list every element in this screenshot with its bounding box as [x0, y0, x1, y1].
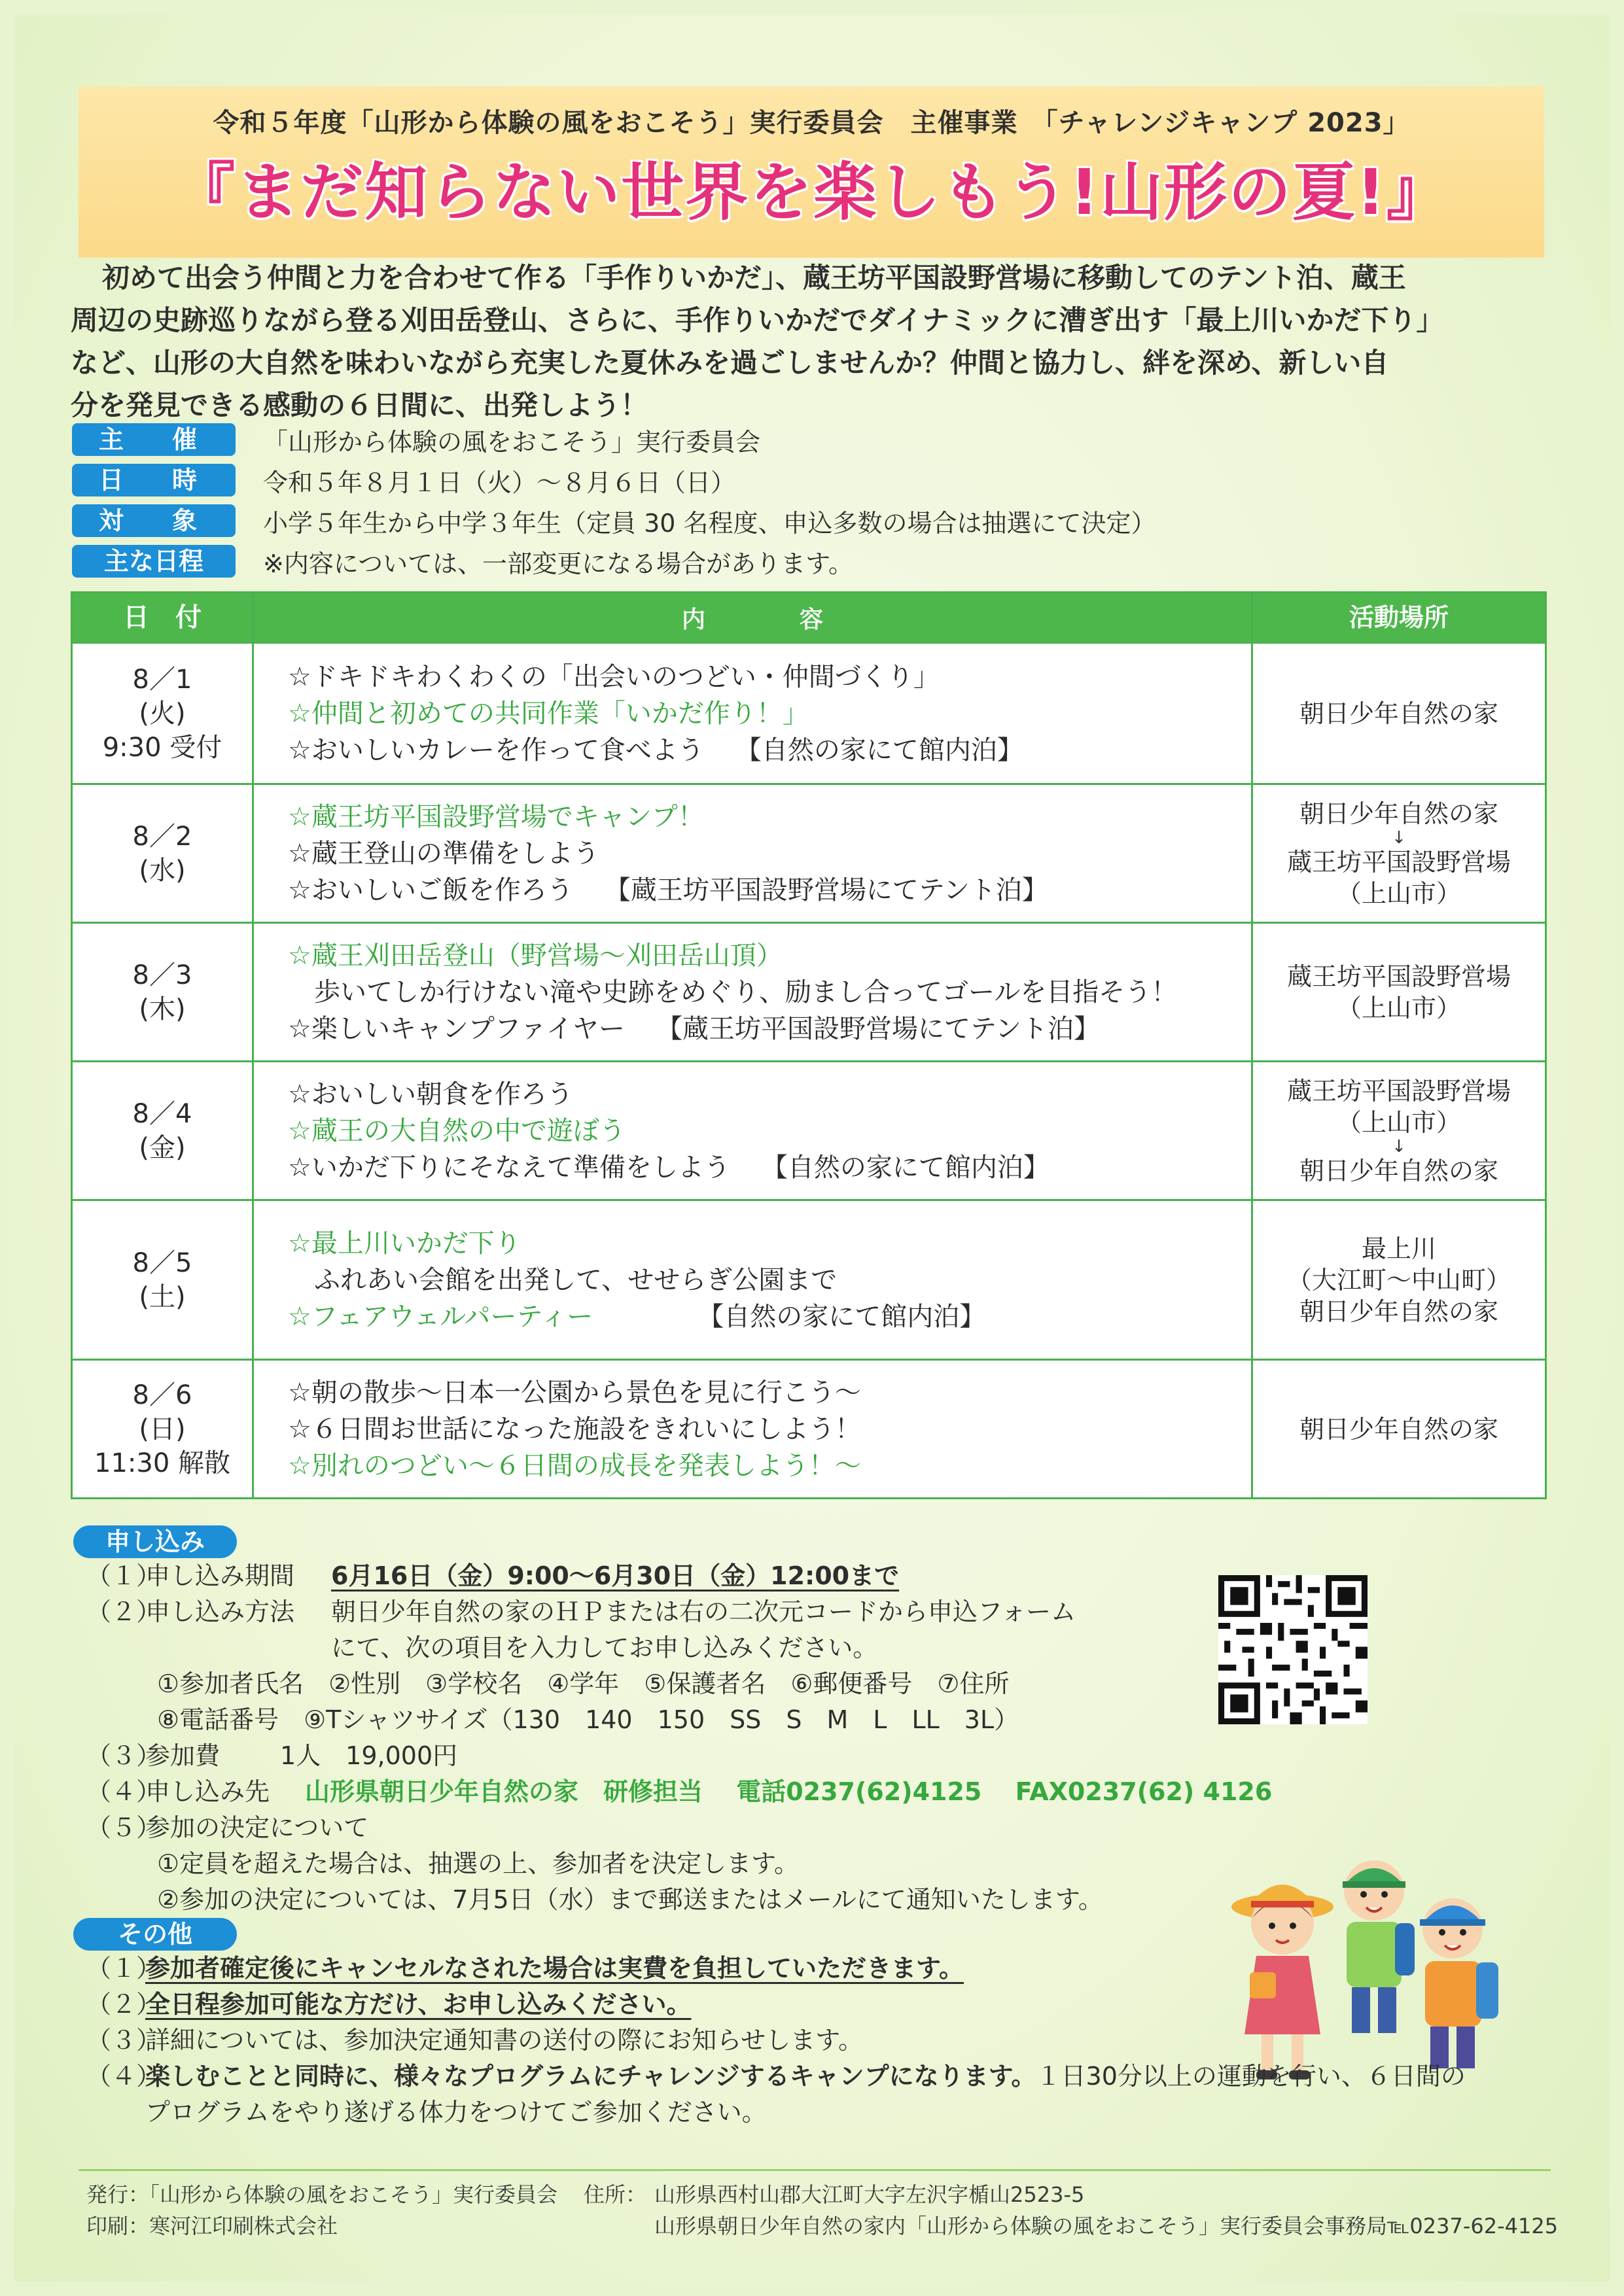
schedule-date: [72, 1360, 253, 1499]
item-text: １日30分以上の運動を行い、６日間の: [1036, 2062, 1466, 2091]
place-name: 朝日少年自然の家: [1299, 1156, 1498, 1185]
date-day: 8／2: [132, 821, 192, 852]
place-name: 朝日少年自然の家: [1299, 1296, 1498, 1326]
schedule-place: [1252, 923, 1546, 1062]
application-label: 申し込み: [73, 1525, 237, 1558]
schedule-place: [1252, 1062, 1546, 1200]
content-text: ☆最上川いかだ下り: [288, 1228, 521, 1259]
content-text: ☆おいしい朝食を作ろう: [288, 1079, 573, 1109]
date-day: 8／1: [132, 664, 192, 695]
item-text: 参加者確定後にキャンセルなされた場合は実費を負担していただきます。: [145, 1954, 964, 1983]
content-line: [288, 1149, 1250, 1186]
arrow-down-icon: ↓: [1392, 827, 1406, 848]
lodging-note: 【蔵王坊平国設野営場にてテント泊】: [604, 875, 1048, 905]
item-number: （１）: [86, 1561, 162, 1590]
content-line: [288, 1374, 1250, 1411]
item-value: ⑧電話番号 ⑨Tシャツサイズ（130 140 150 SS S M L LL 3L）: [157, 1705, 1019, 1734]
content-line: [288, 937, 1250, 974]
date-day: 8／5: [132, 1247, 192, 1278]
schedule-date: [72, 784, 253, 923]
item-text: プログラムをやり遂げる体力をつけてご参加ください。: [145, 2098, 767, 2127]
item-value: にて、次の項目を入力してお申し込みください。: [331, 1633, 878, 1662]
content-text: ☆ドキドキわくわくの「出会いのつどい・仲間づくり」: [288, 661, 940, 692]
intro-line: など、山形の大自然を味わいながら充実した夏休みを過ごしませんか？仲間と協力し、絆を深め、新しい自: [71, 347, 1389, 379]
date-weekday: (木): [139, 994, 186, 1024]
arrow-down-icon: ↓: [1392, 1136, 1406, 1157]
item-value: ①参加者氏名 ②性別 ③学校名 ④学年 ⑤保護者名 ⑥郵便番号 ⑦住所: [157, 1669, 1010, 1698]
info-label: 主な日程: [72, 545, 236, 578]
item-number: （３）: [86, 2026, 162, 2055]
schedule-place: [1252, 1360, 1546, 1499]
info-row-date: [72, 463, 735, 497]
content-line: [288, 1262, 1250, 1298]
intro-text: [71, 256, 1556, 426]
item-value: ①定員を超えた場合は、抽選の上、参加者を決定します。: [157, 1849, 800, 1878]
content-line: [288, 1076, 1250, 1113]
content-line: [288, 732, 1250, 769]
intro-line: 分を発見できる感動の６日間に、出発しよう！: [71, 389, 648, 421]
content-line: [288, 1225, 1250, 1262]
content-text: ☆朝の散歩～日本一公園から景色を見に行こう～: [288, 1377, 861, 1408]
info-label: 主 催: [72, 423, 236, 456]
application-item: [86, 1558, 899, 1594]
schedule-date: [72, 1200, 253, 1360]
content-line: [288, 659, 1250, 695]
schedule-content: [253, 643, 1252, 784]
item-title: 申し込み方法: [145, 1597, 295, 1626]
item-title: 申し込み先: [145, 1777, 270, 1806]
schedule-content: [253, 1062, 1252, 1200]
date-day: 8／4: [132, 1098, 192, 1129]
application-item: [86, 1738, 457, 1774]
info-row-schedule: [72, 544, 853, 578]
item-number: （１）: [86, 1954, 162, 1983]
header-content: 内 容: [253, 593, 1252, 643]
info-label: 対 象: [72, 504, 236, 537]
info-value: 小学５年生から中学３年生（定員 30 名程度、申込多数の場合は抽選にて決定）: [263, 508, 1156, 538]
header-place: 活動場所: [1252, 593, 1546, 643]
other-label: その他: [73, 1918, 237, 1951]
place-name: 朝日少年自然の家: [1299, 799, 1498, 828]
schedule-content: [253, 1200, 1252, 1360]
content-text: ☆別れのつどい～６日間の成長を発表しよう！～: [288, 1450, 861, 1481]
footer-address-label: 住所：: [584, 2182, 647, 2207]
other-cont: [86, 2095, 767, 2131]
schedule-content: [253, 923, 1252, 1062]
place-name: （上山市）: [1336, 993, 1461, 1022]
content-text: ☆楽しいキャンプファイヤー: [288, 1013, 626, 1044]
content-text: 歩いてしか行けない滝や史跡をめぐり、励まし合ってゴールを目指そう！: [288, 977, 1178, 1007]
item-text: 全日程参加可能な方だけ、お申し込みください。: [145, 1990, 692, 2019]
info-value: 「山形から体験の風をおこそう」実行委員会: [263, 427, 761, 457]
date-weekday: (金): [139, 1132, 186, 1163]
item-text: 詳細については、参加決定通知書の送付の際にお知らせします。: [145, 2026, 864, 2055]
info-value: 令和５年８月１日（火）～８月６日（日）: [263, 468, 736, 497]
content-text: ☆仲間と初めての共同作業「いかだ作り！」: [288, 698, 809, 729]
date-note: 11:30 解散: [94, 1448, 230, 1478]
item-number: （２）: [86, 1597, 162, 1626]
info-label: 日 時: [72, 464, 236, 496]
schedule-row: [72, 643, 1546, 784]
lodging-note: 【自然の家にて館内泊】: [697, 1301, 986, 1332]
date-weekday: (火): [139, 698, 186, 729]
place-name: （上山市）: [1336, 878, 1461, 908]
lodging-note: 【蔵王坊平国設野営場にてテント泊】: [656, 1013, 1101, 1044]
schedule-date: [72, 1062, 253, 1200]
content-line: [288, 835, 1250, 872]
date-note: 9:30 受付: [102, 732, 222, 763]
content-text: ☆蔵王登山の準備をしよう: [288, 838, 599, 869]
place-name: 朝日少年自然の家: [1299, 699, 1498, 728]
application-cont: [86, 1846, 799, 1882]
schedule-date: [72, 923, 253, 1062]
qr-code-icon[interactable]: [1218, 1575, 1368, 1724]
footer-divider: [79, 2169, 1551, 2171]
content-text: ☆６日間お世話になった施設をきれいにしよう！: [288, 1414, 861, 1444]
place-name: （大江町～中山町）: [1286, 1265, 1511, 1295]
schedule-row: [72, 923, 1546, 1062]
item-text: 楽しむことと同時に、様々なプログラムにチャレンジするキャンプになります。: [145, 2062, 1036, 2091]
footer-address: 山形県西村山郡大江町大字左沢字楯山2523-5: [654, 2182, 1085, 2207]
application-cont: [86, 1666, 1009, 1702]
application-item: [86, 1774, 1272, 1810]
content-line: [288, 872, 1250, 909]
header-band: [79, 86, 1544, 258]
schedule-row: [72, 1200, 1546, 1360]
pretitle: 令和５年度「山形から体験の風をおこそう」実行委員会 主催事業 「チャレンジキャンプ 2023」: [213, 108, 1410, 138]
content-line: [288, 1298, 1250, 1335]
schedule-content: [253, 784, 1252, 923]
schedule-header-row: [72, 593, 1546, 643]
application-cont: [86, 1630, 877, 1666]
application-cont: [86, 1702, 1019, 1738]
intro-line: 周辺の史跡巡りながら登る刈田岳登山、さらに、手作りいかだでダイナミックに漕ぎ出す「最上川いかだ下り」: [71, 304, 1444, 336]
schedule-content: [253, 1360, 1252, 1499]
footer-publisher: 発行：「山形から体験の風をおこそう」実行委員会: [86, 2182, 558, 2207]
content-line: [288, 799, 1250, 835]
content-text: ふれあい会館を出発して、せせらぎ公園まで: [288, 1264, 838, 1295]
date-day: 8／3: [132, 960, 192, 990]
content-line: [288, 1411, 1250, 1448]
content-text: ☆フェアウェルパーティー: [288, 1301, 593, 1332]
schedule-place: [1252, 784, 1546, 923]
item-number: （５）: [86, 1813, 162, 1842]
item-value: 山形県朝日少年自然の家 研修担当 電話0237(62)4125 FAX0237(62) 4126: [305, 1777, 1273, 1806]
content-line: [288, 695, 1250, 732]
schedule-place: [1252, 643, 1546, 784]
header-date: 日 付: [72, 593, 253, 643]
date-weekday: (日): [139, 1414, 186, 1444]
item-value: 1人 19,000円: [280, 1741, 458, 1770]
info-row-target: [72, 504, 1156, 538]
schedule-row: [72, 1062, 1546, 1200]
schedule-date: [72, 643, 253, 784]
item-value: ②参加の決定については、7月5日（水）まで郵送またはメールにて通知いたします。: [157, 1885, 1103, 1914]
place-name: 蔵王坊平国設野営場: [1286, 962, 1511, 991]
lodging-note: 【自然の家にて館内泊】: [761, 1152, 1050, 1183]
other-item: [86, 1951, 964, 1987]
application-cont: [86, 1882, 1103, 1918]
footer-office: 山形県朝日少年自然の家内「山形から体験の風をおこそう」実行委員会事務局℡0237-62-4125: [654, 2214, 1559, 2238]
application-item: [86, 1594, 1076, 1630]
other-item: [86, 2059, 1466, 2095]
content-line: [288, 1448, 1250, 1484]
info-row-organizer: [72, 423, 760, 457]
application-item: [86, 1810, 368, 1846]
date-day: 8／6: [132, 1380, 192, 1410]
main-title: 『まだ知らない世界を楽しもう!山形の夏!』: [172, 156, 1451, 229]
schedule-table: [71, 591, 1547, 1499]
item-value: 朝日少年自然の家のＨＰまたは右の二次元コードから申込フォーム: [331, 1597, 1076, 1626]
item-value: 6月16日（金）9:00～6月30日（金）12:00まで: [331, 1561, 900, 1590]
place-name: （上山市）: [1336, 1107, 1461, 1137]
content-text: ☆いかだ下りにそなえて準備をしよう: [288, 1152, 730, 1183]
item-number: （２）: [86, 1990, 162, 2019]
place-name: 蔵王坊平国設野営場: [1286, 1076, 1511, 1105]
date-weekday: (土): [139, 1281, 186, 1312]
other-item: [86, 2023, 863, 2059]
item-number: （４）: [86, 2062, 162, 2091]
place-name: 蔵王坊平国設野営場: [1286, 847, 1511, 877]
item-title: 申し込み期間: [145, 1561, 295, 1590]
content-line: [288, 1113, 1250, 1149]
schedule-row: [72, 1360, 1546, 1499]
content-line: [288, 1011, 1250, 1047]
intro-line: 初めて出会う仲間と力を合わせて作る「手作りいかだ」、蔵王坊平国設野営場に移動してのテント泊、蔵王: [102, 262, 1406, 294]
item-number: （３）: [86, 1741, 162, 1770]
content-line: [288, 974, 1250, 1011]
schedule-row: [72, 784, 1546, 923]
other-item: [86, 1987, 691, 2023]
content-text: ☆おいしいご飯を作ろう: [288, 875, 573, 905]
schedule-place: [1252, 1200, 1546, 1360]
item-title: 参加費: [145, 1741, 221, 1770]
content-text: ☆おいしいカレーを作って食べよう: [288, 735, 704, 765]
info-value: ※内容については、一部変更になる場合があります。: [263, 549, 854, 578]
item-title: 参加の決定について: [145, 1813, 369, 1842]
item-number: （４）: [86, 1777, 162, 1806]
content-text: ☆蔵王刈田岳登山（野営場～刈田岳山頂）: [288, 940, 783, 971]
date-weekday: (水): [139, 855, 186, 886]
footer-printer: 印刷：寒河江印刷株式会社: [86, 2214, 338, 2238]
content-text: ☆蔵王の大自然の中で遊ぼう: [288, 1115, 626, 1146]
content-text: ☆蔵王坊平国設野営場でキャンプ！: [288, 801, 704, 832]
lodging-note: 【自然の家にて館内泊】: [735, 735, 1023, 765]
place-name: 最上川: [1361, 1234, 1436, 1263]
place-name: 朝日少年自然の家: [1299, 1414, 1498, 1444]
